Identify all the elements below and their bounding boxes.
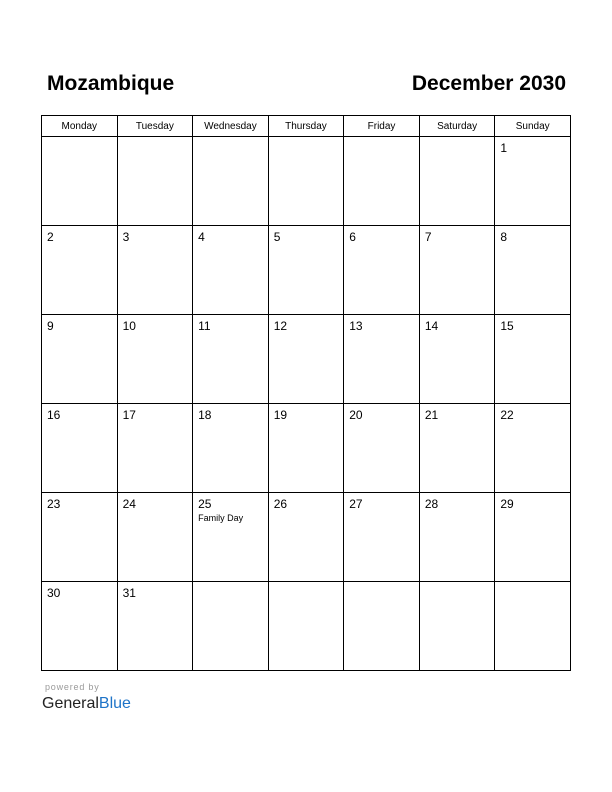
day-cell (344, 493, 420, 582)
weekday-header: Thursday (268, 116, 344, 137)
day-cell (42, 404, 118, 493)
empty-day-cell (193, 137, 269, 226)
brand-part-blue: Blue (98, 695, 131, 712)
day-cell (42, 315, 118, 404)
week-row (42, 137, 571, 226)
day-number: 23 (47, 497, 61, 511)
empty-day-cell (344, 582, 420, 671)
empty-day-cell (117, 137, 193, 226)
week-row (42, 226, 571, 315)
day-cell (117, 582, 193, 671)
holiday-label: Family Day (198, 513, 244, 523)
day-number: 25 (198, 497, 212, 511)
day-number: 22 (500, 408, 514, 422)
weekday-header-row (42, 116, 571, 137)
day-cell (193, 404, 269, 493)
day-number: 20 (349, 408, 363, 422)
weekday-header: Friday (344, 116, 420, 137)
day-cell (495, 404, 571, 493)
empty-day-cell (419, 582, 495, 671)
brand-part-general: General (42, 695, 99, 712)
day-cell (268, 315, 344, 404)
day-number: 29 (500, 497, 514, 511)
day-cell (344, 226, 420, 315)
empty-day-cell (268, 582, 344, 671)
day-cell (419, 404, 495, 493)
empty-day-cell (268, 137, 344, 226)
empty-day-cell (193, 582, 269, 671)
day-cell (268, 493, 344, 582)
weekday-header: Sunday (495, 116, 571, 137)
week-row (42, 315, 571, 404)
weekday-header: Wednesday (193, 116, 269, 137)
day-cell (117, 315, 193, 404)
day-number: 28 (424, 497, 439, 511)
week-row (42, 404, 571, 493)
day-cell (193, 315, 269, 404)
day-number: 12 (273, 319, 288, 333)
day-cell (42, 226, 118, 315)
day-number: 5 (273, 230, 281, 244)
day-number: 16 (47, 408, 61, 422)
weekday-header: Monday (42, 116, 118, 137)
day-number: 8 (500, 230, 508, 244)
month-year-title: December 2030 (411, 72, 566, 95)
day-cell (193, 493, 269, 582)
day-cell (117, 404, 193, 493)
day-number: 31 (122, 586, 136, 600)
powered-by-text: powered by (45, 682, 100, 692)
empty-day-cell (419, 137, 495, 226)
day-cell (42, 582, 118, 671)
day-cell (419, 226, 495, 315)
day-number: 1 (500, 141, 508, 155)
day-cell (117, 493, 193, 582)
day-cell (419, 315, 495, 404)
brand-logo (42, 694, 131, 714)
weekday-header: Saturday (419, 116, 495, 137)
day-number: 4 (198, 230, 205, 244)
day-number: 30 (47, 586, 61, 600)
day-number: 10 (122, 319, 136, 333)
day-number: 14 (424, 319, 439, 333)
day-cell (268, 404, 344, 493)
empty-day-cell (42, 137, 118, 226)
day-cell (495, 493, 571, 582)
day-cell (268, 226, 344, 315)
day-number: 27 (349, 497, 363, 511)
day-cell (344, 404, 420, 493)
day-number: 7 (424, 230, 432, 244)
week-row (42, 493, 571, 582)
day-cell (495, 226, 571, 315)
day-cell (495, 315, 571, 404)
calendar-grid (41, 115, 571, 671)
day-cell (193, 226, 269, 315)
day-number: 15 (500, 319, 514, 333)
day-cell (419, 493, 495, 582)
day-number: 3 (122, 230, 130, 244)
day-number: 24 (122, 497, 136, 511)
day-cell (42, 493, 118, 582)
day-number: 18 (198, 408, 212, 422)
day-cell (495, 137, 571, 226)
day-number: 26 (273, 497, 288, 511)
country-title: Mozambique (47, 72, 175, 95)
day-cell (344, 315, 420, 404)
day-number: 19 (273, 408, 288, 422)
day-number: 17 (122, 408, 136, 422)
day-number: 21 (424, 408, 439, 422)
day-number: 6 (349, 230, 356, 244)
empty-day-cell (344, 137, 420, 226)
day-number: 13 (349, 319, 363, 333)
day-number: 2 (47, 230, 54, 244)
day-number: 11 (198, 319, 211, 333)
day-cell (117, 226, 193, 315)
week-row (42, 582, 571, 671)
day-number: 9 (47, 319, 54, 333)
empty-day-cell (495, 582, 571, 671)
weekday-header: Tuesday (117, 116, 193, 137)
